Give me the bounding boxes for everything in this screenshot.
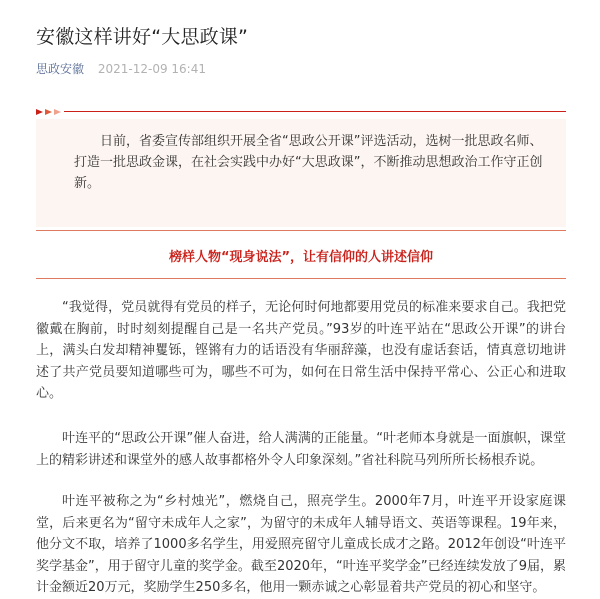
section-heading: 榜样人物“现身说法”，让有信仰的人讲述信仰 — [168, 250, 434, 265]
account-name-link[interactable]: 思政安徽 — [36, 62, 85, 76]
intro-text: 日前，省委宣传部组织开展全省“思政公开课”评选活动，选树一批思政名师、打造一批思政金课，在社会实践中办好“大思政课”，不断推动思想政治工作守正创新。 — [74, 134, 543, 191]
publish-time: 2021-12-09 16:41 — [97, 62, 206, 76]
section-divider-top — [36, 230, 566, 231]
decorative-top-rule — [36, 109, 566, 115]
decorative-arrow-icon — [54, 109, 61, 115]
body-paragraph: 叶连平的“思政公开课”催人奋进，给人满满的正能量。“叶老师本身就是一面旗帜，课堂上的精彩讲述和课堂外的感人故事都格外令人印象深刻。”省社科院马列所所长杨根乔说。 — [36, 431, 566, 468]
decorative-arrow-icon — [45, 109, 52, 115]
article-title: 安徽这样讲好“大思政课” — [36, 26, 249, 48]
body-paragraph: “我觉得，党员就得有党员的样子，无论何时何地都要用党员的标准来要求自己。我把党徽戴在胸前，时时刻刻提醒自己是一名共产党员。”93岁的叶连平站在“思政公开课”的讲台上，满头白发却精神矍铄，铿锵有力的话语没有华丽辞藻，也没有虚话套话，情真意切地讲述了共产党员要知道哪些可为，哪些不可为，如何在日常生活中保持平常心、公正心和进取心。 — [36, 300, 566, 401]
body-paragraph: 叶连平被称之为“乡村烛光”，燃烧自己，照亮学生。2000年7月，叶连平开设家庭课堂，后来更名为“留守未成年人之家”，为留守的未成年人辅导语文、英语等课程。19年来，他分文不取，培养了1000多名学生，用爱照亮留守儿童成长成才之路。2012年创设“叶连平奖学基金”，用于留守儿童的奖学金。截至2020年，“叶连平奖学金”已经连续发放了9届，累计金额近20万元，奖励学生250多名，他用一颗赤诚之心彰显着共产党员的初心和坚守。 — [36, 494, 566, 595]
article-meta — [36, 60, 206, 77]
intro-box — [36, 119, 566, 227]
decorative-line — [64, 111, 566, 112]
decorative-arrow-icon — [36, 109, 43, 115]
section-divider-bottom — [36, 278, 566, 279]
